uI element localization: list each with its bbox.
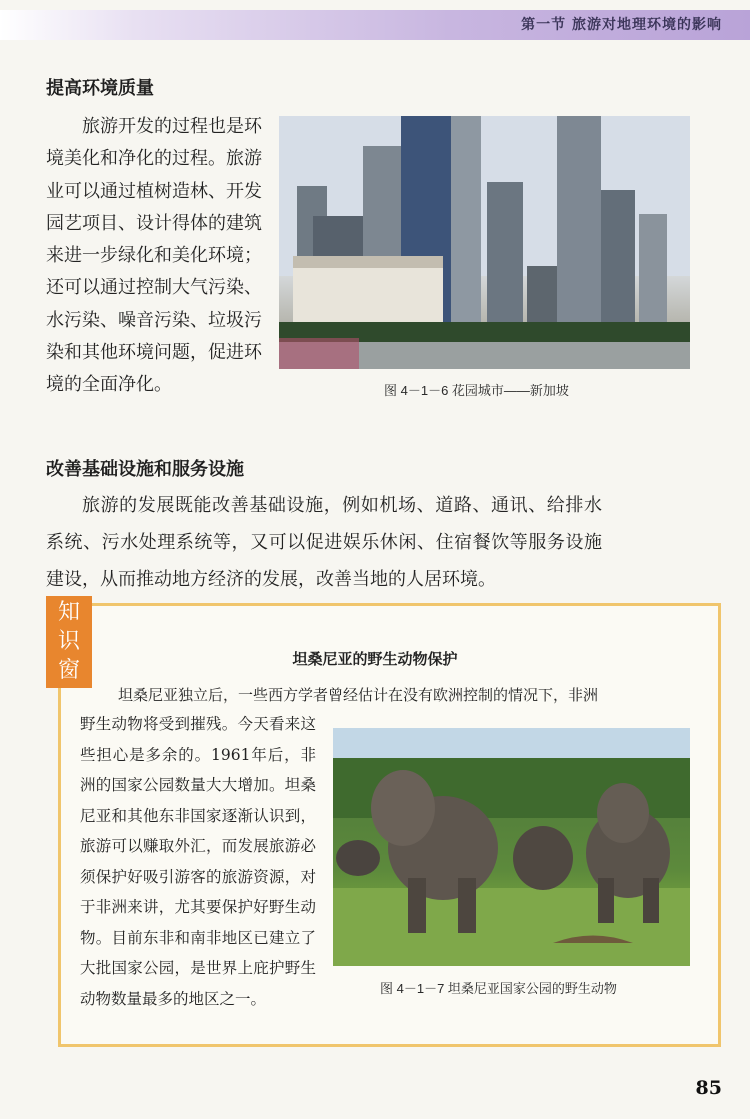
figure-caption-tanzania: 图 4－1－7 坦桑尼亚国家公园的野生动物 xyxy=(380,981,617,996)
page-number: 85 xyxy=(695,1077,722,1099)
section-paragraph-infrastructure: 旅游的发展既能改善基础设施，例如机场、道路、通讯、给排水系统、污水处理系统等，又可以促进娱乐休闲、住宿餐饮等服务设施建设，从而推动地方经济的发展，改善当地的人居环境。 xyxy=(46,495,602,590)
tanzania-elephants-photo xyxy=(333,728,690,966)
tab-char: 识 xyxy=(57,629,80,654)
knowledge-window-title: 坦桑尼亚的野生动物保护 xyxy=(292,650,458,668)
section-paragraph-environment-quality: 旅游开发的过程也是环境美化和净化的过程。旅游业可以通过植树造林、开发园艺项目、设计得体的建筑来进一步绿化和美化环境；还可以通过控制大气污染、水污染、噪音污染、垃圾污染和其他环境问题，促进环境的全面净化。 xyxy=(46,116,262,396)
knowledge-window-tab xyxy=(46,596,92,688)
section-heading-environment-quality: 提高环境质量 xyxy=(46,78,154,99)
singapore-skyline-illustration xyxy=(279,116,690,369)
figure-caption-singapore: 图 4－1－6 花园城市——新加坡 xyxy=(384,383,569,398)
singapore-city-photo xyxy=(279,116,690,369)
elephants-illustration xyxy=(333,728,690,966)
knowledge-window-body: 野生动物将受到摧残。今天看来这些担心是多余的。1961年后，非洲的国家公园数量大大增加。坦桑尼亚和其他东非国家逐渐认识到，旅游可以赚取外汇，而发展旅游必须保护好吸引游客的旅游资源，对于非洲来讲，尤其要保护好野生动物。目前东非和南非地区已建立了大批国家公园，是世界上庇护野生动物数量最多的地区之一。 xyxy=(80,715,316,1008)
running-title: 第一节 旅游对地理环境的影响 xyxy=(521,17,722,33)
tab-char: 窗 xyxy=(57,658,80,683)
section-heading-infrastructure: 改善基础设施和服务设施 xyxy=(46,459,244,480)
knowledge-window-lead: 坦桑尼亚独立后，一些西方学者曾经估计在没有欧洲控制的情况下，非洲 xyxy=(118,686,599,704)
tab-char: 知 xyxy=(57,600,80,625)
